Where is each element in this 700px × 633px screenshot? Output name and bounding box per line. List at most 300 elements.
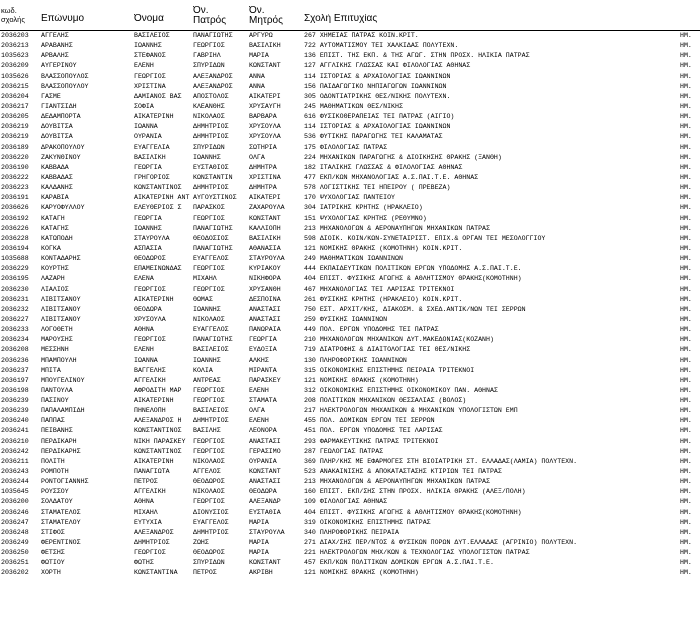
- father-name-cell: ΓΕΩΡΓΙΟΣ: [193, 498, 225, 506]
- school-cell: 136 ΕΠΙΣΤ. ΤΗΣ ΕΚΠ. & ΤΗΣ ΑΓΩΓ. ΣΤΗΝ ΠΡΟΣΧ. ΗΛΙΚΙΑ ΠΑΤΡΑΣ: [304, 52, 530, 60]
- code-cell: 2036211: [1, 457, 29, 465]
- father-name-cell: ΔΙΟΝΥΣΙΟΣ: [193, 508, 229, 516]
- mother-name-cell: ΒΑΡΒΑΡΑ: [249, 113, 277, 121]
- table-row: [0, 224, 700, 234]
- first-name-cell: ΙΩΑΝΝΑ: [134, 123, 158, 131]
- father-name-cell: ΠΑΝΑΓΙΩΤΗΣ: [193, 336, 233, 344]
- first-name-cell: ΓΕΩΡΓΙΟΣ: [134, 336, 166, 344]
- surname-cell: ΠΕΙΒΑΝΗΣ: [41, 427, 73, 435]
- school-cell: 536 ΦΥΤΙΚΗΣ ΠΑΡΑΓΩΓΗΣ ΤΕΙ ΚΑΛΑΜΑΤΑΣ: [304, 133, 443, 141]
- mother-name-cell: ΕΛΕΝΗ: [249, 386, 269, 394]
- note-cell: ΗΜ.: [680, 52, 692, 60]
- father-name-cell: ΙΩΑΝΝΗΣ: [193, 153, 221, 161]
- table-row: [0, 508, 700, 518]
- code-cell: 2036237: [1, 366, 29, 374]
- code-cell: 2036236: [1, 356, 29, 364]
- table-row: [0, 92, 700, 102]
- code-cell: 2036249: [1, 539, 29, 547]
- note-cell: ΗΜ.: [680, 234, 692, 242]
- code-cell: 2036217: [1, 102, 29, 110]
- father-name-cell: ΕΥΣΤΑΘΙΟΣ: [193, 163, 229, 171]
- surname-cell: ΚΑΤΑΓΗΣ: [41, 224, 69, 232]
- first-name-cell: ΑΦΡΟΔΙΤΗ ΜΑΡ: [134, 386, 182, 394]
- school-cell: 156 ΠΑΙΔΑΓΩΓΙΚΟ ΝΗΠΙΑΓΩΓΩΝ ΙΩΑΝΝΙΝΩΝ: [304, 82, 447, 90]
- mother-name-cell: ΧΡΥΣΑΥΓΗ: [249, 102, 281, 110]
- surname-cell: ΣΤΑΜΑΤΕΛΟΥ: [41, 518, 81, 526]
- surname-cell: ΛΙΒΙΤΣΑΝΟΥ: [41, 305, 81, 313]
- code-cell: 2036227: [1, 315, 29, 323]
- first-name-cell: ΧΡΙΣΤΙΝΑ: [134, 82, 166, 90]
- school-cell: 267 ΧΗΜΕΙΑΣ ΠΑΤΡΑΣ ΚΟΙΝ.ΚΡΙΤ.: [304, 32, 419, 39]
- school-cell: 217 ΗΛΕΚΤΡΟΛΟΓΩΝ ΜΗΧΑΝΙΚΩΝ & ΜΗΧΑΝΙΚΩΝ ΥΠΟΛΟΓΙΣΤΩΝ ΕΜΠ: [304, 407, 518, 415]
- father-name-cell: ΕΥΑΓΓΕΛΟΣ: [193, 326, 229, 334]
- school-cell: 175 ΦΙΛΟΛΟΓΙΑΣ ΠΑΤΡΑΣ: [304, 143, 388, 151]
- school-cell: 271 ΔΙΑΧ/ΣΗΣ ΠΕΡ/ΝΤΟΣ & ΦΥΣΙΚΩΝ ΠΟΡΩΝ ΔΥΤ.ΕΛΛΑΔΑΣ (ΑΓΡΙΝΙΟ) ΠΟΛΥΤΕΧΝ.: [304, 539, 578, 547]
- table-row: [0, 254, 700, 264]
- first-name-cell: ΣΟΦΙΑ: [134, 102, 154, 110]
- surname-cell: ΓΑΣΜΕ: [41, 92, 61, 100]
- father-name-cell: ΙΩΑΝΝΗΣ: [193, 305, 221, 313]
- code-cell: 2036229: [1, 265, 29, 273]
- mother-name-cell: ΓΕΩΡΓΙΑ: [249, 336, 277, 344]
- header-mother-name: Όν. Μητρός: [249, 6, 283, 26]
- table-row: [0, 406, 700, 416]
- table-row: [0, 61, 700, 71]
- father-name-cell: ΠΑΝΑΓΙΩΤΗΣ: [193, 224, 233, 232]
- first-name-cell: ΟΥΡΑΝΙΑ: [134, 133, 162, 141]
- first-name-cell: ΜΙΧΑΗΛ: [134, 508, 158, 516]
- note-cell: ΗΜ.: [680, 417, 692, 425]
- surname-cell: ΒΛΑΣΣΟΠΟΥΛΟΥ: [41, 82, 89, 90]
- note-cell: ΗΜ.: [680, 407, 692, 415]
- first-name-cell: ΑΙΚΑΤΕΡΙΝΗ: [134, 397, 174, 405]
- table-row: [0, 41, 700, 51]
- surname-cell: ΔΟΥΒΙΤΣΑ: [41, 123, 73, 131]
- father-name-cell: ΑΝΤΡΕΑΣ: [193, 376, 221, 384]
- table-row: [0, 122, 700, 132]
- father-name-cell: ΘΕΟΔΩΡΟΣ: [193, 549, 225, 557]
- school-cell: 457 ΕΚΠ/ΚΩΝ ΠΟΛΙΤΙΚΩΝ ΔΟΜΙΚΩΝ ΕΡΓΩΝ Α.Σ.ΠΑΙ.Τ.Ε.: [304, 559, 494, 567]
- table-row: [0, 325, 700, 335]
- surname-cell: ΔΡΑΚΟΠΟΥΛΟΥ: [41, 143, 85, 151]
- note-cell: ΗΜ.: [680, 72, 692, 80]
- father-name-cell: ΔΗΜΗΤΡΙΟΣ: [193, 528, 229, 536]
- father-name-cell: ΔΗΜΗΤΡΙΟΣ: [193, 184, 229, 192]
- father-name-cell: ΒΑΣΙΛΗΣ: [193, 427, 221, 435]
- code-cell: 2036219: [1, 133, 29, 141]
- father-name-cell: ΖΩΗΣ: [193, 539, 209, 547]
- note-cell: ΗΜ.: [680, 224, 692, 232]
- note-cell: ΗΜ.: [680, 265, 692, 273]
- first-name-cell: ΑΘΗΝΑ: [134, 326, 154, 334]
- first-name-cell: ΕΥΤΥΧΙΑ: [134, 518, 162, 526]
- table-row: [0, 163, 700, 173]
- table-row: [0, 568, 700, 578]
- first-name-cell: ΑΙΚΑΤΕΡΙΝΗ: [134, 457, 174, 465]
- father-name-cell: ΓΕΩΡΓΙΟΣ: [193, 214, 225, 222]
- school-cell: 213 ΜΗΧΑΝΟΛΟΓΩΝ & ΑΕΡΟΝΑΥΠΗΓΩΝ ΜΗΧΑΝΙΚΩΝ ΠΑΤΡΑΣ: [304, 478, 490, 486]
- mother-name-cell: ΚΩΝΣΤΑΝΤ: [249, 468, 281, 476]
- father-name-cell: ΜΙΧΑΗΛ: [193, 275, 217, 283]
- mother-name-cell: ΒΑΣΙΛΙΚΗ: [249, 234, 281, 242]
- surname-cell: ΠΑΠΠΑΣ: [41, 417, 65, 425]
- table-row: [0, 528, 700, 538]
- mother-name-cell: ΚΩΝΣΤΑΝΤ: [249, 62, 281, 70]
- code-cell: 2036626: [1, 204, 29, 212]
- mother-name-cell: ΧΡΥΣΟΥΛΑ: [249, 123, 281, 131]
- surname-cell: ΠΕΡΔΙΚΑΡΗ: [41, 437, 77, 445]
- school-cell: 467 ΜΗΧΑΝΟΛΟΓΙΑΣ ΤΕΙ ΛΑΡΙΣΑΣ ΤΡΙΤΕΚΝΟΙ: [304, 285, 455, 293]
- school-cell: 719 ΔΙΑΤΡΟΦΗΣ & ΔΙΑΙΤΟΛΟΓΙΑΣ ΤΕΙ ΘΕΣ/ΝΙΚΗΣ: [304, 346, 471, 354]
- note-cell: ΗΜ.: [680, 427, 692, 435]
- note-cell: ΗΜ.: [680, 42, 692, 50]
- surname-cell: ΦΕΤΣΗΣ: [41, 549, 65, 557]
- code-cell: 2036192: [1, 214, 29, 222]
- school-cell: 170 ΨΥΧΟΛΟΓΙΑΣ ΠΑΝΤΕΙΟΥ: [304, 194, 396, 202]
- code-cell: 1035623: [1, 52, 29, 60]
- table-row: [0, 548, 700, 558]
- note-cell: ΗΜ.: [680, 113, 692, 121]
- father-name-cell: ΒΑΣΙΛΕΙΟΣ: [193, 407, 229, 415]
- note-cell: ΗΜ.: [680, 62, 692, 70]
- school-cell: 477 ΕΚΠ/ΚΩΝ ΜΗΧΑΝΟΛΟΓΙΑΣ Α.Σ.ΠΑΙ.Τ.Ε. ΑΘΗΝΑΣ: [304, 173, 479, 181]
- note-cell: ΗΜ.: [680, 528, 692, 536]
- father-name-cell: ΔΗΜΗΤΡΙΟΣ: [193, 133, 229, 141]
- mother-name-cell: ΛΕΟΝΟΡΑ: [249, 427, 277, 435]
- first-name-cell: ΑΓΓΕΛΙΚΗ: [134, 488, 166, 496]
- note-cell: ΗΜ.: [680, 366, 692, 374]
- mother-name-cell: ΑΝΑΣΤΑΣΙ: [249, 315, 281, 323]
- father-name-cell: ΑΛΕΞΑΝΔΡΟΣ: [193, 72, 233, 80]
- table-row: [0, 426, 700, 436]
- school-cell: 312 ΟΙΚΟΝΟΜΙΚΗΣ ΕΠΙΣΤΗΜΗΣ ΟΙΚΟΝΟΜΙΚΟΥ ΠΑΝ. ΑΘΗΝΑΣ: [304, 386, 498, 394]
- first-name-cell: ΠΑΝΑΓΙΩΤΑ: [134, 468, 170, 476]
- mother-name-cell: ΧΡΥΣΟΥΛΑ: [249, 133, 281, 141]
- note-cell: ΗΜ.: [680, 244, 692, 252]
- table-body: [0, 31, 700, 579]
- code-cell: 2036194: [1, 244, 29, 252]
- mother-name-cell: ΣΤΑΜΑΤΑ: [249, 397, 277, 405]
- first-name-cell: ΑΘΗΝΑ: [134, 498, 154, 506]
- table-row: [0, 244, 700, 254]
- surname-cell: ΡΟΜΠΟΤΗ: [41, 468, 69, 476]
- note-cell: ΗΜ.: [680, 143, 692, 151]
- surname-cell: ΚΟΥΡΤΗΣ: [41, 265, 69, 273]
- surname-cell: ΚΑΤΑΓΗ: [41, 214, 65, 222]
- surname-cell: ΚΑΛΔΑΝΗΣ: [41, 184, 73, 192]
- surname-cell: ΓΙΑΝΤΣΙΔΗ: [41, 102, 77, 110]
- table-row: [0, 447, 700, 457]
- table-row: [0, 295, 700, 305]
- surname-cell: ΣΤΑΜΑΤΕΛΟΣ: [41, 508, 81, 516]
- father-name-cell: ΠΑΝΑΓΙΩΤΗΣ: [193, 244, 233, 252]
- code-cell: 2036239: [1, 407, 29, 415]
- surname-cell: ΠΟΛΙΤΗ: [41, 457, 65, 465]
- father-name-cell: ΑΓΓΕΛΟΣ: [193, 468, 221, 476]
- first-name-cell: ΑΙΚΑΤΕΡΙΝΗ: [134, 295, 174, 303]
- surname-cell: ΖΑΚΥΝΘΙΝΟΥ: [41, 153, 81, 161]
- note-cell: ΗΜ.: [680, 184, 692, 192]
- table-row: [0, 356, 700, 366]
- mother-name-cell: ΚΩΝΣΤΑΝΤ: [249, 214, 281, 222]
- mother-name-cell: ΚΩΝΣΤΑΝΤ: [249, 559, 281, 567]
- table-row: [0, 416, 700, 426]
- first-name-cell: ΕΛΕΥΘΕΡΙΟΣ Σ: [134, 204, 182, 212]
- school-cell: 451 ΠΟΛ. ΕΡΓΩΝ ΥΠΟΔΟΜΗΣ ΤΕΙ ΛΑΡΙΣΑΣ: [304, 427, 443, 435]
- mother-name-cell: ΟΛΓΑ: [249, 407, 265, 415]
- code-cell: 2036210: [1, 437, 29, 445]
- code-cell: 2036239: [1, 397, 29, 405]
- note-cell: ΗΜ.: [680, 133, 692, 141]
- mother-name-cell: ΟΥΡΑΝΙΑ: [249, 457, 277, 465]
- surname-cell: ΚΑΡΥΟΦΥΛΛΟΥ: [41, 204, 85, 212]
- father-name-cell: ΝΙΚΟΛΑΟΣ: [193, 488, 225, 496]
- note-cell: ΗΜ.: [680, 275, 692, 283]
- surname-cell: ΚΑΒΒΑΔΑΣ: [41, 173, 73, 181]
- first-name-cell: ΑΙΚΑΤΕΡΙΝΗ: [134, 113, 174, 121]
- first-name-cell: ΕΛΕΝΗ: [134, 346, 154, 354]
- school-cell: 245 ΜΑΘΗΜΑΤΙΚΩΝ ΘΕΣ/ΝΙΚΗΣ: [304, 102, 403, 110]
- code-cell: 1035626: [1, 72, 29, 80]
- first-name-cell: ΚΩΝΣΤΑΝΤΙΝΟΣ: [134, 447, 182, 455]
- mother-name-cell: ΔΕΣΠΟΙΝΑ: [249, 295, 281, 303]
- first-name-cell: ΒΑΓΓΕΛΗΣ: [134, 366, 166, 374]
- code-cell: 2036213: [1, 42, 29, 50]
- father-name-cell: ΘΩΜΑΣ: [193, 295, 213, 303]
- note-cell: ΗΜ.: [680, 518, 692, 526]
- table-row: [0, 518, 700, 528]
- code-cell: 2036243: [1, 468, 29, 476]
- first-name-cell: ΚΩΝΣΤΑΝΤΙΝΟΣ: [134, 427, 182, 435]
- surname-cell: ΑΡΒΑΛΗΣ: [41, 52, 69, 60]
- note-cell: ΗΜ.: [680, 123, 692, 131]
- table-row: [0, 173, 700, 183]
- first-name-cell: ΒΑΣΙΛΕΙΟΣ: [134, 32, 170, 39]
- first-name-cell: ΘΕΟΔΩΡΟΣ: [134, 255, 166, 263]
- code-cell: 2036191: [1, 194, 29, 202]
- school-cell: 578 ΛΟΓΙΣΤΙΚΗΣ ΤΕΙ ΗΠΕΙΡΟΥ ( ΠΡΕΒΕΖΑ): [304, 184, 451, 192]
- father-name-cell: ΔΗΜΗΤΡΙΟΣ: [193, 123, 229, 131]
- first-name-cell: ΕΛΕΝΗ: [134, 62, 154, 70]
- surname-cell: ΛΙΒΙΤΣΑΝΟΥ: [41, 315, 81, 323]
- school-cell: 160 ΕΠΙΣΤ. ΕΚΠ/ΣΗΣ ΣΤΗΝ ΠΡΟΣΧ. ΗΛΙΚΙΑ ΘΡΑΚΗΣ (ΑΛΕΞ/ΠΟΛΗ): [304, 488, 526, 496]
- school-cell: 319 ΟΙΚΟΝΟΜΙΚΗΣ ΕΠΙΣΤΗΜΗΣ ΠΑΤΡΑΣ: [304, 518, 431, 526]
- note-cell: ΗΜ.: [680, 255, 692, 263]
- table-row: [0, 72, 700, 82]
- mother-name-cell: ΓΕΡΑΣΙΜΟ: [249, 447, 281, 455]
- first-name-cell: ΓΕΩΡΓΙΑ: [134, 214, 162, 222]
- father-name-cell: ΓΕΩΡΓΙΟΣ: [193, 265, 225, 273]
- first-name-cell: ΕΠΑΜΕΙΝΩΝΔΑΣ: [134, 265, 182, 273]
- mother-name-cell: ΚΑΛΛΙΟΠΗ: [249, 224, 281, 232]
- first-name-cell: ΕΛΕΝΑ: [134, 275, 154, 283]
- first-name-cell: ΦΩΤΗΣ: [134, 559, 154, 567]
- note-cell: ΗΜ.: [680, 346, 692, 354]
- code-cell: 1035688: [1, 255, 29, 263]
- surname-cell: ΧΟΡΤΗ: [41, 569, 61, 577]
- note-cell: ΗΜ.: [680, 285, 692, 293]
- father-name-cell: ΣΠΥΡΙΔΩΝ: [193, 559, 225, 567]
- note-cell: ΗΜ.: [680, 153, 692, 161]
- surname-cell: ΑΡΑΒΑΝΗΣ: [41, 42, 73, 50]
- code-cell: 2036222: [1, 173, 29, 181]
- code-cell: 2036226: [1, 224, 29, 232]
- mother-name-cell: ΠΑΝΩΡΑΙΑ: [249, 326, 281, 334]
- table-row: [0, 315, 700, 325]
- code-cell: 2036246: [1, 508, 29, 516]
- note-cell: ΗΜ.: [680, 457, 692, 465]
- table-row: [0, 457, 700, 467]
- note-cell: ΗΜ.: [680, 356, 692, 364]
- surname-cell: ΔΕΔΑΜΠΟΡΤΑ: [41, 113, 81, 121]
- father-name-cell: ΓΕΩΡΓΙΟΣ: [193, 42, 225, 50]
- first-name-cell: ΓΕΩΡΓΙΟΣ: [134, 72, 166, 80]
- mother-name-cell: ΕΥΔΟΞΙΑ: [249, 346, 277, 354]
- surname-cell: ΠΑΣΙΝΟΥ: [41, 397, 69, 405]
- mother-name-cell: ΑΙΚΑΤΕΡΙ: [249, 92, 281, 100]
- mother-name-cell: ΕΥΣΤΑΘΙΑ: [249, 508, 281, 516]
- school-cell: 315 ΟΙΚΟΝΟΜΙΚΗΣ ΕΠΙΣΤΗΜΗΣ ΠΕΙΡΑΙΑ ΤΡΙΤΕΚΝΟΙ: [304, 366, 475, 374]
- mother-name-cell: ΧΡΥΣΑΝΘΗ: [249, 285, 281, 293]
- note-cell: ΗΜ.: [680, 437, 692, 445]
- surname-cell: ΛΙΒΙΤΣΑΝΟΥ: [41, 295, 81, 303]
- note-cell: ΗΜ.: [680, 214, 692, 222]
- father-name-cell: ΝΙΚΟΛΑΟΣ: [193, 457, 225, 465]
- note-cell: ΗΜ.: [680, 376, 692, 384]
- table-row: [0, 376, 700, 386]
- table-row: [0, 386, 700, 396]
- table-header: [0, 0, 700, 31]
- father-name-cell: ΒΑΣΙΛΕΙΟΣ: [193, 346, 229, 354]
- school-cell: 293 ΦΑΡΜΑΚΕΥΤΙΚΗΣ ΠΑΤΡΑΣ ΤΡΙΤΕΚΝΟΙ: [304, 437, 439, 445]
- school-cell: 449 ΠΟΛ. ΕΡΓΩΝ ΥΠΟΔΟΜΗΣ ΤΕΙ ΠΑΤΡΑΣ: [304, 326, 439, 334]
- father-name-cell: ΣΠΥΡΙΔΩΝ: [193, 62, 225, 70]
- first-name-cell: ΧΡΥΣΟΥΛΑ: [134, 315, 166, 323]
- table-row: [0, 51, 700, 61]
- code-cell: 2036202: [1, 569, 29, 577]
- mother-name-cell: ΣΤΑΥΡΟΥΛΑ: [249, 528, 285, 536]
- surname-cell: ΚΑΒΒΑΔΑ: [41, 163, 69, 171]
- surname-cell: ΛΟΓΟΘΕΤΗ: [41, 326, 73, 334]
- first-name-cell: ΑΛΕΞΑΝΔΡΟΣ: [134, 528, 174, 536]
- school-cell: 455 ΠΟΛ. ΔΟΜΙΚΩΝ ΕΡΓΩΝ ΤΕΙ ΣΕΡΡΩΝ: [304, 417, 435, 425]
- table-row: [0, 437, 700, 447]
- header-school-code: κωδ. σχολής: [1, 7, 25, 24]
- school-cell: 722 ΑΥΤΟΜΑΤΙΣΜΟΥ ΤΕΙ ΧΑΛΚΙΔΑΣ ΠΟΛΥΤΕΧΝ.: [304, 42, 459, 50]
- father-name-cell: ΑΥΓΟΥΣΤΙΝΟΣ: [193, 194, 237, 202]
- table-row: [0, 558, 700, 568]
- first-name-cell: ΓΕΩΡΓΙΟΣ: [134, 285, 166, 293]
- first-name-cell: ΑΛΕΞΑΝΔΡΟΣ Η: [134, 417, 182, 425]
- code-cell: 2036215: [1, 82, 29, 90]
- first-name-cell: ΠΗΝΕΛΟΠΗ: [134, 407, 166, 415]
- surname-cell: ΚΟΝΤΑΔΑΡΗΣ: [41, 255, 81, 263]
- surname-cell: ΡΟΥΣΣΟΥ: [41, 488, 69, 496]
- mother-name-cell: ΒΑΣΙΛΙΚΗ: [249, 42, 281, 50]
- father-name-cell: ΚΟΛΙΑ: [193, 366, 213, 374]
- father-name-cell: ΕΥΑΓΓΕΛΟΣ: [193, 518, 229, 526]
- surname-cell: ΜΠΙΤΑ: [41, 366, 61, 374]
- school-cell: 221 ΗΛΕΚΤΡΟΛΟΓΩΝ ΜΗΧ/ΚΩΝ & ΤΕΧΝΟΛΟΓΙΑΣ ΥΠΟΛΟΓΙΣΤΩΝ ΠΑΤΡΑΣ: [304, 549, 530, 557]
- school-cell: 151 ΨΥΧΟΛΟΓΙΑΣ ΚΡΗΤΗΣ (ΡΕΘΥΜΝΟ): [304, 214, 427, 222]
- surname-cell: ΜΕΣΣΗΝΗ: [41, 346, 69, 354]
- code-cell: 2036242: [1, 447, 29, 455]
- table-row: [0, 274, 700, 284]
- surname-cell: ΡΟΝΤΟΓΙΑΝΝΗΣ: [41, 478, 89, 486]
- mother-name-cell: ΜΑΡΙΑ: [249, 549, 269, 557]
- mother-name-cell: ΑΛΕΞΑΝΔΡ: [249, 498, 281, 506]
- father-name-cell: ΠΑΝΑΓΙΩΤΗΣ: [193, 32, 233, 39]
- first-name-cell: ΓΕΩΡΓΙΑ: [134, 163, 162, 171]
- mother-name-cell: ΜΑΡΙΑ: [249, 52, 269, 60]
- code-cell: 2036189: [1, 143, 29, 151]
- code-cell: 2036200: [1, 498, 29, 506]
- father-name-cell: ΓΕΩΡΓΙΟΣ: [193, 285, 225, 293]
- mother-name-cell: ΑΙΚΑΤΕΡΙ: [249, 194, 281, 202]
- note-cell: ΗΜ.: [680, 326, 692, 334]
- mother-name-cell: ΚΥΡΙΑΚΟΥ: [249, 265, 281, 273]
- table-row: [0, 366, 700, 376]
- surname-cell: ΚΑΡΑΒΙΑ: [41, 194, 69, 202]
- header-father-name: Όν. Πατρός: [193, 6, 227, 26]
- first-name-cell: ΑΣΠΑΣΙΑ: [134, 244, 162, 252]
- surname-cell: ΜΠΟΥΓΕΛΙΝΟΥ: [41, 376, 85, 384]
- table-row: [0, 153, 700, 163]
- note-cell: ΗΜ.: [680, 32, 692, 39]
- first-name-cell: ΣΤΑΥΡΟΥΛΑ: [134, 234, 170, 242]
- first-name-cell: ΒΑΣΙΛΙΚΗ: [134, 153, 166, 161]
- school-cell: 249 ΜΑΘΗΜΑΤΙΚΩΝ ΙΩΑΝΝΙΝΩΝ: [304, 255, 403, 263]
- school-cell: 750 ΕΣΤ. ΑΡΧΙΤ/ΚΗΣ, ΔΙΑΚΟΣΜ. & ΣΧΕΔ.ΑΝΤΙΚ/ΝΩΝ ΤΕΙ ΣΕΡΡΩΝ: [304, 305, 526, 313]
- mother-name-cell: ΘΕΟΔΩΡΑ: [249, 488, 277, 496]
- surname-cell: ΑΓΓΕΛΗΣ: [41, 32, 69, 39]
- first-name-cell: ΣΤΕΦΑΝΟΣ: [134, 52, 166, 60]
- mother-name-cell: ΖΑΧΑΡΟΥΛΑ: [249, 204, 285, 212]
- table-row: [0, 487, 700, 497]
- mother-name-cell: ΑΘΑΝΑΣΙΑ: [249, 244, 281, 252]
- father-name-cell: ΓΕΩΡΓΙΟΣ: [193, 447, 225, 455]
- surname-cell: ΦΩΤΙΟΥ: [41, 559, 65, 567]
- note-cell: ΗΜ.: [680, 386, 692, 394]
- table-row: [0, 112, 700, 122]
- note-cell: ΗΜ.: [680, 488, 692, 496]
- school-cell: 369 ΠΛΗΡ/ΚΗΣ ΜΕ ΕΦΑΡΜΟΓΕΣ ΣΤΗ ΒΙΟΙΑΤΡΙΚΗ ΣΤ. ΕΛΛΑΔΑΣ(ΛΑΜΙΑ) ΠΟΛΥΤΕΧΝ.: [304, 457, 578, 465]
- surname-cell: ΚΟΓΚΑ: [41, 244, 61, 252]
- father-name-cell: ΔΗΜΗΤΡΙΟΣ: [193, 417, 229, 425]
- table-row: [0, 264, 700, 274]
- first-name-cell: ΓΕΩΡΓΙΟΣ: [134, 549, 166, 557]
- code-cell: 2036198: [1, 386, 29, 394]
- mother-name-cell: ΔΗΜΗΤΡΑ: [249, 184, 277, 192]
- code-cell: 2036195: [1, 275, 29, 283]
- surname-cell: ΜΠΑΜΠΟΥΛΗ: [41, 356, 77, 364]
- table-row: [0, 31, 700, 41]
- father-name-cell: ΝΙΚΟΛΑΟΣ: [193, 113, 225, 121]
- mother-name-cell: ΑΚΡΙΒΗ: [249, 569, 273, 577]
- code-cell: 2036247: [1, 518, 29, 526]
- school-cell: 182 ΙΤΑΛΙΚΗΣ ΓΛΩΣΣΑΣ & ΦΙΛΟΛΟΓΙΑΣ ΑΘΗΝΑΣ: [304, 163, 463, 171]
- note-cell: ΗΜ.: [680, 295, 692, 303]
- first-name-cell: ΘΕΟΔΩΡΑ: [134, 305, 162, 313]
- father-name-cell: ΓΕΩΡΓΙΟΣ: [193, 437, 225, 445]
- note-cell: ΗΜ.: [680, 163, 692, 171]
- school-cell: 444 ΕΚΠΑΙΔΕΥΤΙΚΩΝ ΠΟΛΙΤΙΚΩΝ ΕΡΓΩΝ ΥΠΟΔΟΜΗΣ Α.Σ.ΠΑΙ.Τ.Ε.: [304, 265, 522, 273]
- surname-cell: ΛΙΑΛΙΟΣ: [41, 285, 69, 293]
- table-row: [0, 497, 700, 507]
- father-name-cell: ΝΙΚΟΛΑΟΣ: [193, 315, 225, 323]
- code-cell: 2036251: [1, 559, 29, 567]
- school-cell: 114 ΙΣΤΟΡΙΑΣ & ΑΡΧΑΙΟΛΟΓΙΑΣ ΙΩΑΝΝΙΝΩΝ: [304, 72, 451, 80]
